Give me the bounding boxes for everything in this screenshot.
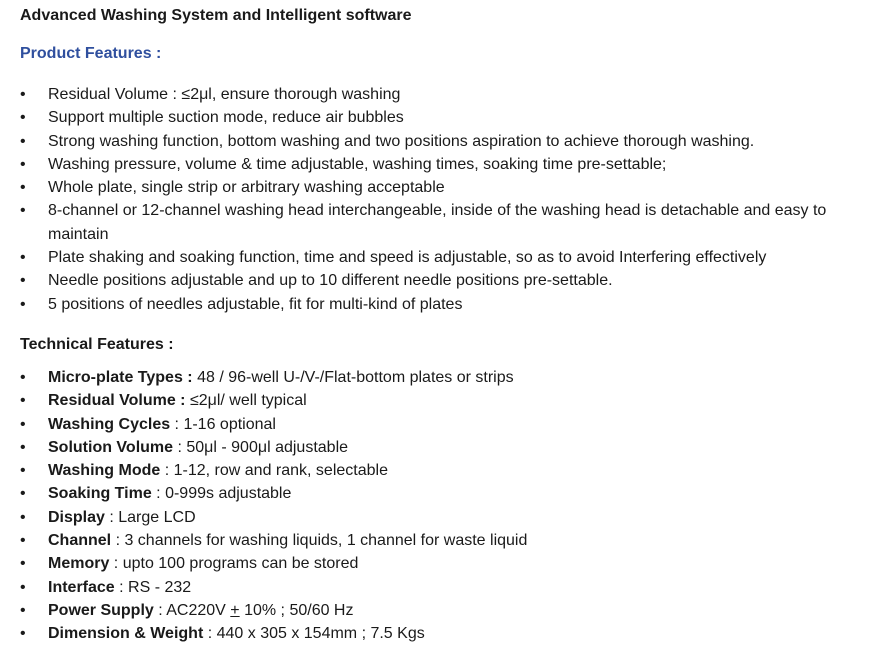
product-features-heading: Product Features :	[20, 45, 162, 62]
list-item	[20, 389, 870, 412]
spec-key: Memory	[48, 555, 110, 573]
bullet-icon: •	[20, 109, 26, 127]
bullet-icon: •	[20, 415, 26, 433]
list-item	[20, 413, 870, 436]
feature-text: Support multiple suction mode, reduce air bubbles	[48, 109, 404, 127]
list-item	[20, 153, 870, 176]
list-item	[20, 622, 870, 645]
list-item	[20, 83, 870, 106]
spec-key: Power Supply	[48, 601, 154, 619]
bullet-icon: •	[20, 532, 26, 550]
bullet-icon: •	[20, 438, 26, 456]
spec-key: Dimension & Weight	[48, 625, 204, 643]
spec-value: : 0-999s adjustable	[151, 485, 292, 503]
spec-document	[20, 6, 870, 646]
spec-value: : 440 x 305 x 154mm ; 7.5 Kgs	[203, 625, 425, 643]
feature-text: Residual Volume : ≤2μl, ensure thorough washing	[48, 86, 401, 103]
list-item	[20, 176, 870, 199]
product-features-list	[20, 83, 870, 316]
bullet-icon: •	[20, 508, 26, 526]
plus-minus-mark: +	[230, 601, 240, 619]
list-item	[20, 130, 870, 153]
bullet-icon: •	[20, 625, 26, 643]
bullet-icon: •	[20, 179, 26, 197]
list-item	[20, 199, 870, 246]
bullet-icon: •	[20, 86, 26, 103]
technical-features-heading: Technical Features :	[20, 335, 174, 353]
spec-value: : Large LCD	[104, 508, 196, 526]
list-item	[20, 246, 870, 269]
list-item	[20, 529, 870, 552]
feature-text: Strong washing function, bottom washing and two positions aspiration to achieve thorough washing.	[48, 132, 755, 150]
feature-text: 5 positions of needles adjustable, fit for multi-kind of plates	[48, 295, 463, 313]
bullet-icon: •	[20, 462, 26, 480]
list-item	[20, 269, 870, 292]
technical-features-list	[20, 366, 870, 646]
spec-key: Washing Cycles	[48, 415, 171, 433]
spec-key: Interface	[48, 578, 115, 596]
spec-value: : 1-12, row and rank, selectable	[160, 462, 388, 480]
list-item	[20, 436, 870, 459]
spec-key: Display	[48, 508, 105, 526]
bullet-icon: •	[20, 555, 26, 573]
spec-key: Washing Mode	[48, 462, 161, 480]
bullet-icon: •	[20, 578, 26, 596]
bullet-icon: •	[20, 392, 26, 410]
spec-value: : 3 channels for washing liquids, 1 channel for waste liquid	[111, 532, 528, 550]
feature-text: Needle positions adjustable and up to 10 different needle positions pre-settable.	[48, 272, 613, 290]
bullet-icon: •	[20, 272, 26, 290]
feature-text: Plate shaking and soaking function, time and speed is adjustable, so as to avoid Interfering effectively	[48, 249, 767, 267]
list-item	[20, 106, 870, 129]
spec-value: : AC220V	[153, 601, 231, 619]
spec-key: Soaking Time	[48, 485, 152, 503]
page-title: Advanced Washing System and Intelligent software	[20, 7, 412, 24]
list-item	[20, 482, 870, 505]
feature-text: Washing pressure, volume & time adjustable, washing times, soaking time pre-settable;	[48, 155, 667, 173]
spec-value: : 50μl - 900μl adjustable	[173, 438, 349, 456]
spec-value: : RS - 232	[114, 578, 192, 596]
bullet-icon: •	[20, 368, 26, 386]
bullet-icon: •	[20, 249, 26, 267]
feature-text: 8-channel or 12-channel washing head interchangeable, inside of the washing head is detachable and easy to maintain	[48, 202, 827, 243]
bullet-icon: •	[20, 295, 26, 313]
list-item	[20, 599, 870, 622]
spec-value: : upto 100 programs can be stored	[109, 555, 359, 573]
feature-text: Whole plate, single strip or arbitrary washing acceptable	[48, 179, 445, 197]
spec-key: Channel	[48, 532, 112, 550]
spec-value: 10% ; 50/60 Hz	[239, 601, 354, 619]
list-item	[20, 293, 870, 316]
bullet-icon: •	[20, 132, 26, 150]
spec-key: Residual Volume :	[48, 392, 186, 410]
list-item	[20, 459, 870, 482]
list-item	[20, 506, 870, 529]
bullet-icon: •	[20, 601, 26, 619]
bullet-icon: •	[20, 202, 26, 220]
list-item	[20, 576, 870, 599]
bullet-icon: •	[20, 155, 26, 173]
spec-value: 48 / 96-well U-/V-/Flat-bottom plates or strips	[192, 368, 514, 386]
spec-value: : 1-16 optional	[170, 415, 276, 433]
list-item	[20, 366, 870, 389]
spec-key: Micro-plate Types :	[48, 368, 193, 386]
list-item	[20, 552, 870, 575]
spec-key: Solution Volume	[48, 438, 174, 456]
spec-value: ≤2μl/ well typical	[185, 392, 307, 410]
bullet-icon: •	[20, 485, 26, 503]
